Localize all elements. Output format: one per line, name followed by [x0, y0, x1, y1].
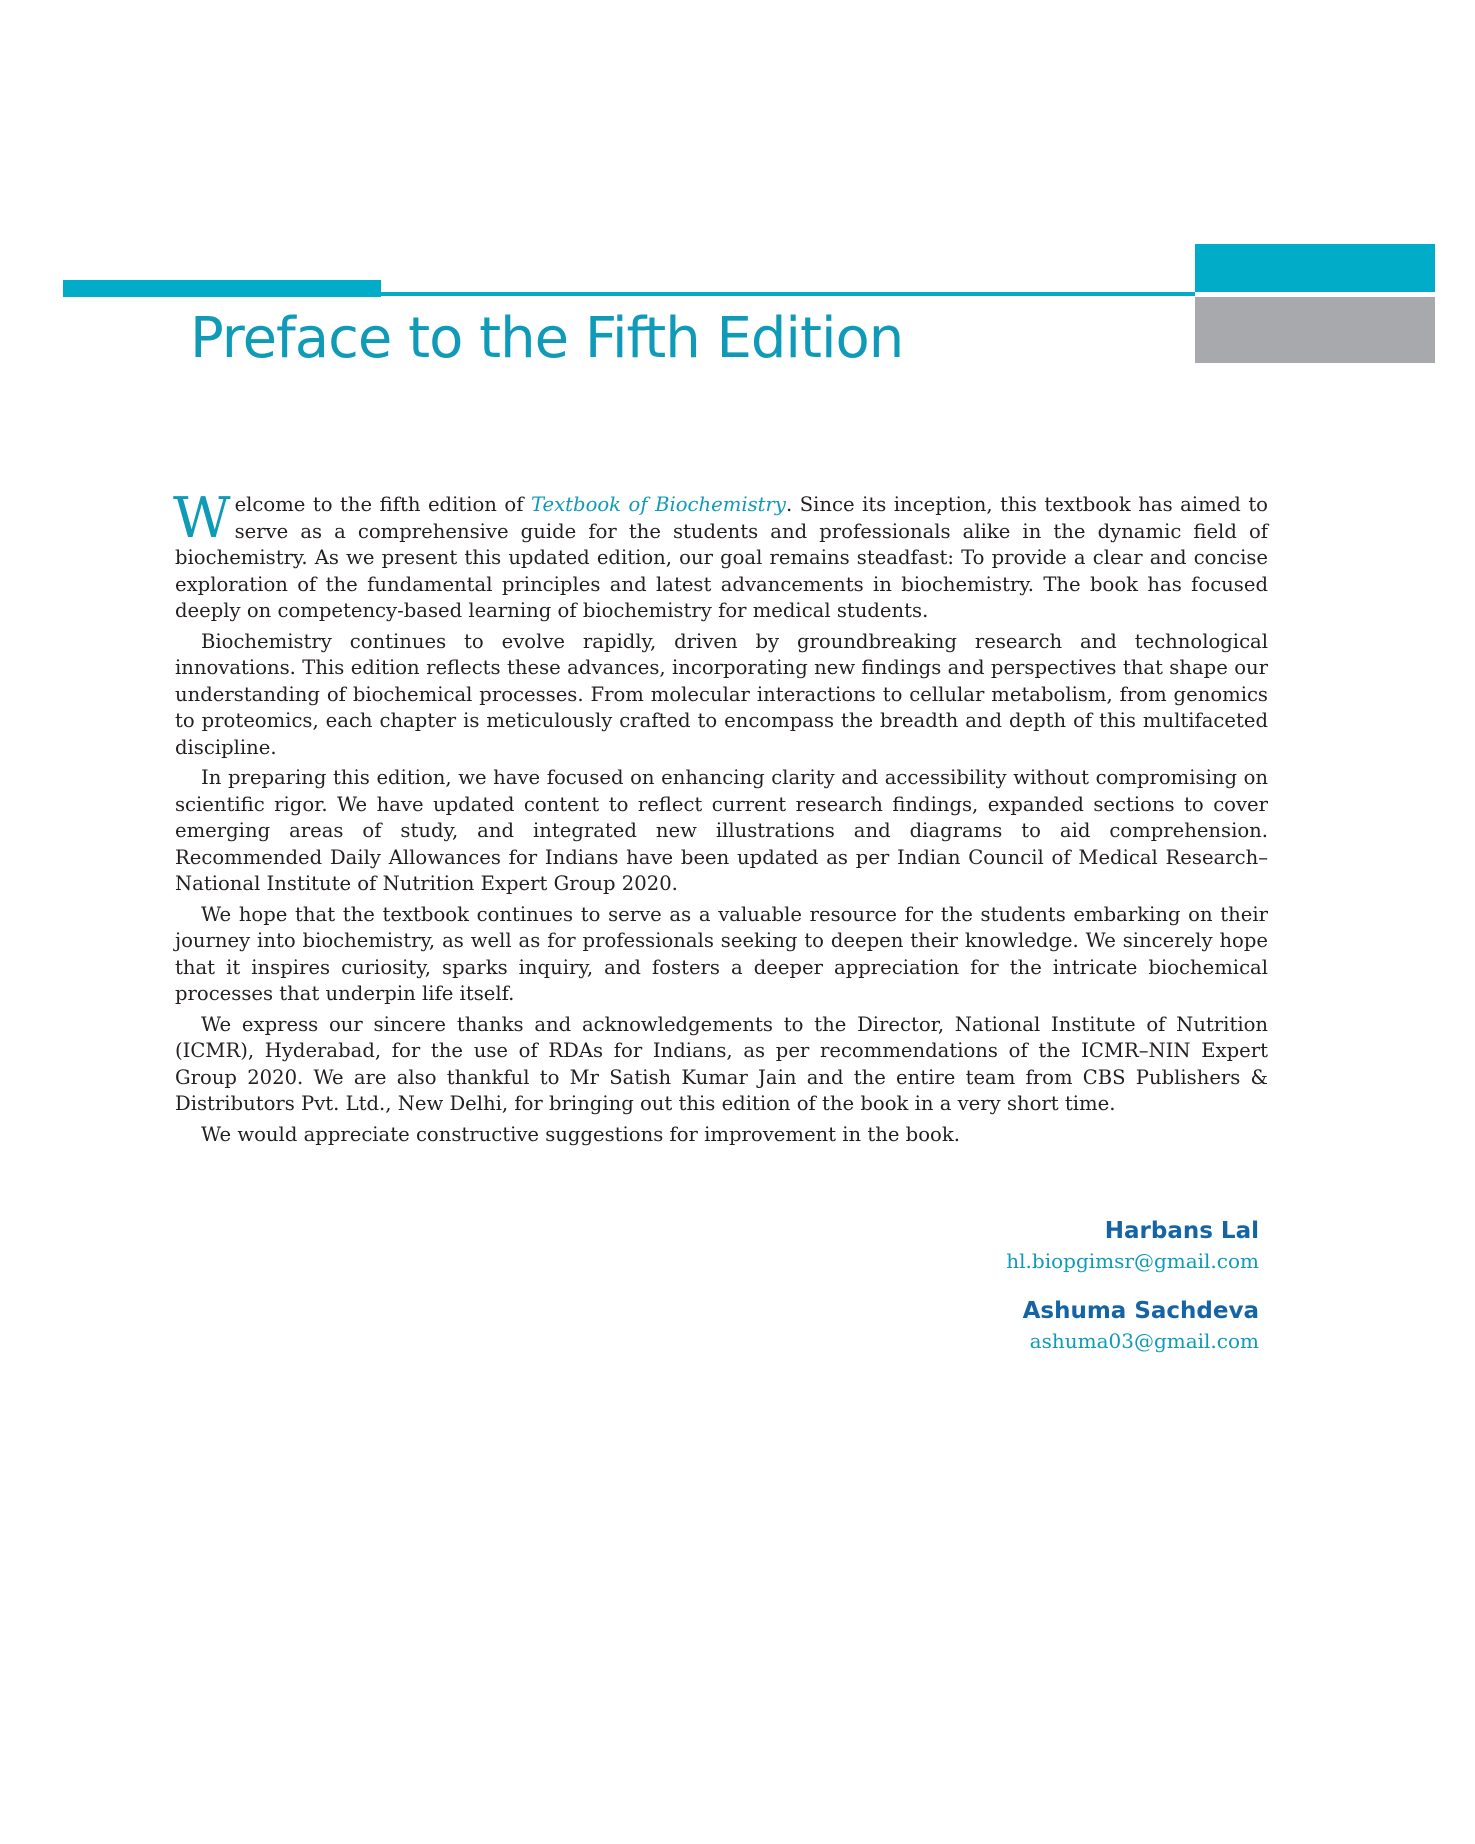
author-email: hl.biopgimsr@gmail.com — [1006, 1249, 1259, 1273]
author-name: Harbans Lal — [1104, 1218, 1259, 1244]
paragraph-5: We express our sincere thanks and acknowledgements to the Director, National Institute of Nutrition (ICMR), Hyderabad, for the use of RDAs for Indians, as per recommendations of the ICMR–NIN Expert Group 2020. We are also thankful to Mr Satish Kumar Jain and the entire team from CBS Publishers & Distributors Pvt. Ltd., New Delhi, for bringing out this edition of the book in a very short time. — [175, 1012, 1268, 1115]
header-teal-block — [1195, 244, 1435, 292]
header-gray-block — [1195, 297, 1435, 363]
page-title: Preface to the Fifth Edition — [190, 306, 904, 371]
book-title: Textbook of Biochemistry — [530, 493, 786, 516]
drop-cap: W — [173, 486, 231, 551]
paragraph-1-rest: . Since its inception, this textbook has aimed to serve as a comprehensive guide for the students and professionals alike in the dynamic field of biochemistry. As we present this updated edition, our goal remains steadfast: To provide a clear and concise exploration of the fundamental principles and latest advancements in biochemistry. The book has focused deeply on competency-based learning of biochemistry for medical students. — [175, 493, 1268, 622]
preface-body — [173, 486, 1268, 1152]
paragraph-1 — [173, 486, 1268, 625]
header-rule — [63, 292, 1195, 296]
paragraph-2: Biochemistry continues to evolve rapidly, driven by groundbreaking research and technological innovations. This edition reflects these advances, incorporating new findings and perspectives that shape our understanding of biochemical processes. From molecular interactions to cellular metabolism, from genomics to proteomics, each chapter is meticulously crafted to encompass the breadth and depth of this multifaceted discipline. — [175, 629, 1268, 759]
paragraph-6: We would appreciate constructive suggestions for improvement in the book. — [201, 1122, 960, 1146]
paragraph-1-intro: elcome to the fifth edition of — [234, 493, 531, 516]
author-email: ashuma03@gmail.com — [1029, 1329, 1259, 1353]
author-name: Ashuma Sachdeva — [1022, 1298, 1259, 1324]
paragraph-3: In preparing this edition, we have focused on enhancing clarity and accessibility without compromising on scientific rigor. We have updated content to reflect current research findings, expanded sections to cover emerging areas of study, and integrated new illustrations and diagrams to aid comprehension. Recommended Daily Allowances for Indians have been updated as per Indian Council of Medical Research–National Institute of Nutrition Expert Group 2020. — [175, 766, 1268, 895]
authors-block — [1006, 1215, 1259, 1375]
paragraph-4: We hope that the textbook continues to serve as a valuable resource for the students embarking on their journey into biochemistry, as well as for professionals seeking to deepen their knowledge. We sincerely hope that it inspires curiosity, sparks inquiry, and fosters a deeper appreciation for the intricate biochemical processes that underpin life itself. — [175, 902, 1268, 1005]
